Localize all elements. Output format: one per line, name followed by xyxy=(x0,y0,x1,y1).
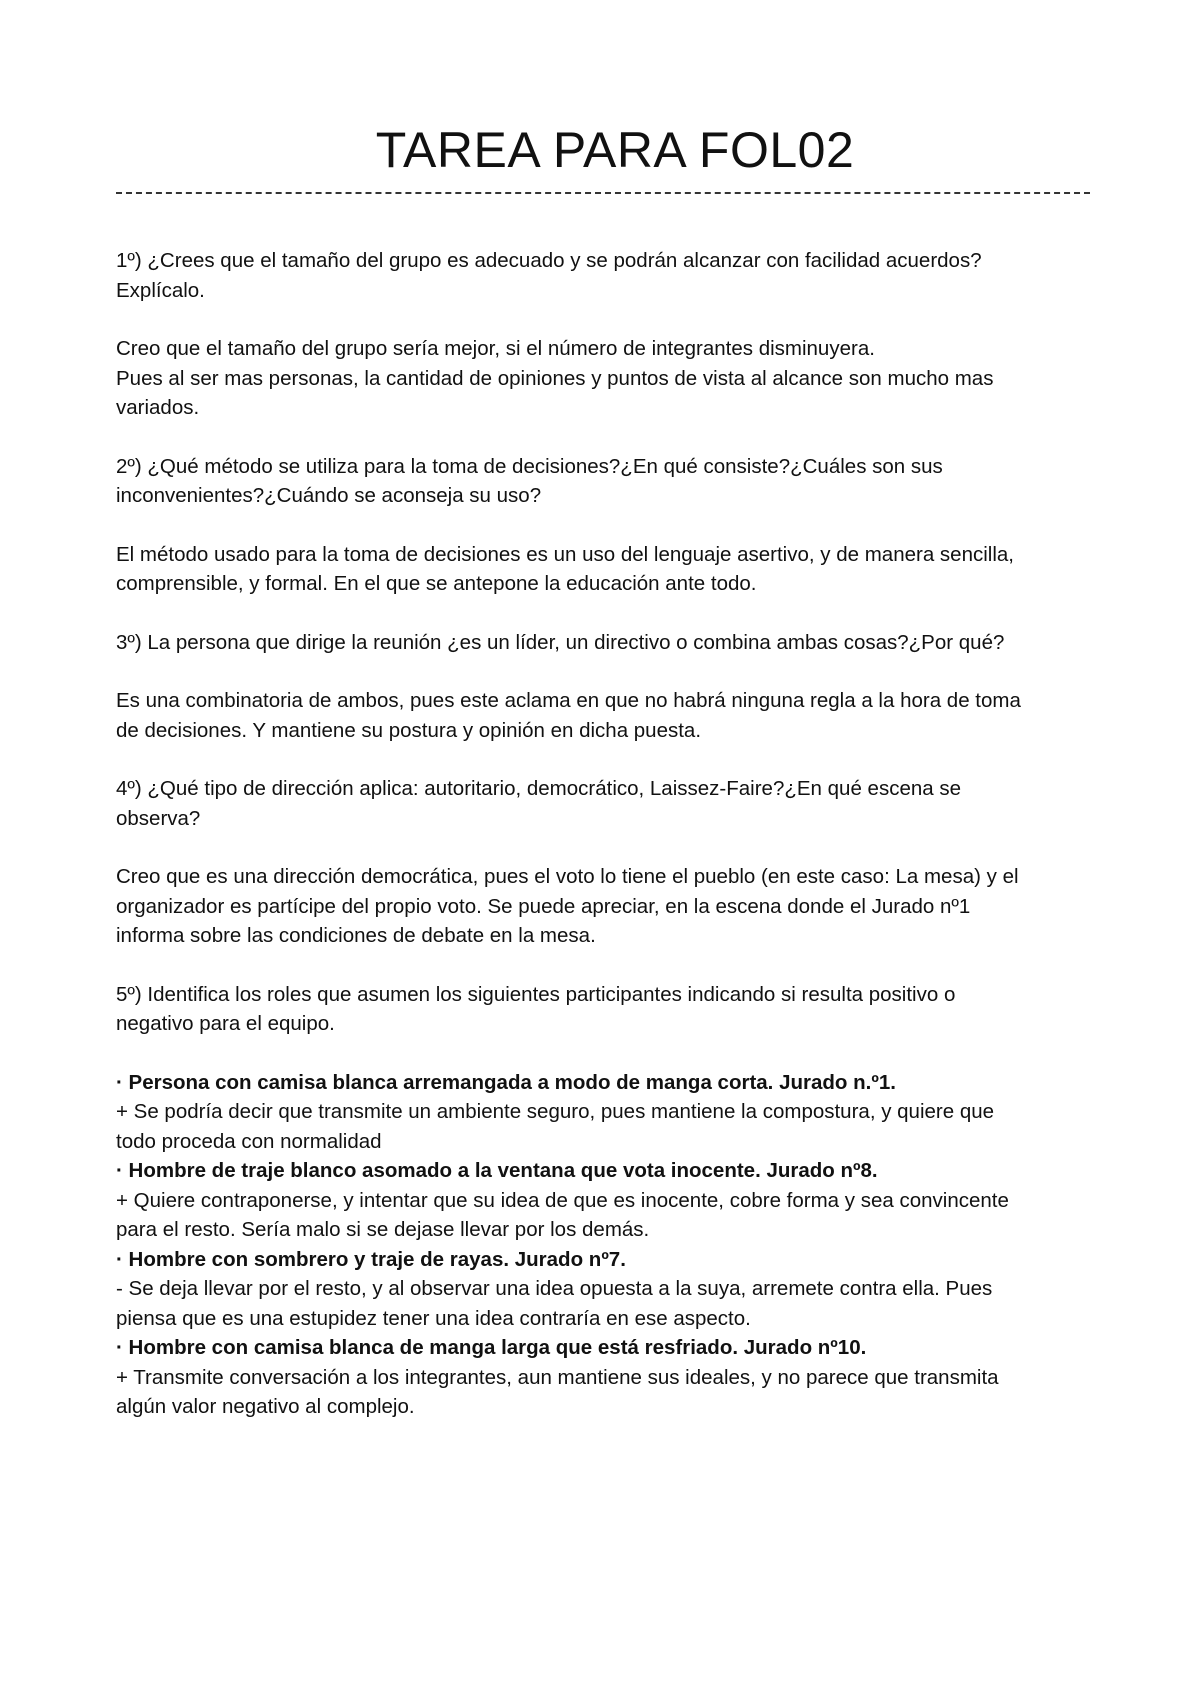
question-4-line-1: 4º) ¿Qué tipo de dirección aplica: autoritario, democrático, Laissez-Faire?¿En qué escena se xyxy=(116,777,961,800)
role-1-text-line-1: + Se podría decir que transmite un ambiente seguro, pues mantiene la compostura, y quiere que xyxy=(116,1100,995,1123)
role-3-text-line-1: - Se deja llevar por el resto, y al observar una idea opuesta a la suya, arremete contra ella. Pues xyxy=(116,1277,993,1300)
question-2-line-1: 2º) ¿Qué método se utiliza para la toma de decisiones?¿En qué consiste?¿Cuáles son sus xyxy=(116,454,943,478)
role-4-text-line-1: + Transmite conversación a los integrantes, aun mantiene sus ideales, y no parece que transmita xyxy=(116,1365,999,1389)
question-1-line-2: Explícalo. xyxy=(116,278,205,302)
answer-1-line-1: Creo que el tamaño del grupo sería mejor, si el número de integrantes disminuyera. xyxy=(116,337,875,360)
answer-1-line-2: Pues al ser mas personas, la cantidad de opiniones y puntos de vista al alcance son mucho mas xyxy=(116,366,994,390)
document-title: TAREA PARA FOL02 xyxy=(375,122,855,178)
answer-4-line-3: informa sobre las condiciones de debate en la mesa. xyxy=(116,924,596,947)
role-4-text-line-2: algún valor negativo al complejo. xyxy=(116,1395,415,1418)
role-1-heading-text: · Persona con camisa blanca arremangada a modo de manga corta. Jurado n.º1. xyxy=(116,1070,896,1094)
answer-1-line-3: variados. xyxy=(116,396,200,419)
question-4-line-2: observa? xyxy=(116,806,201,830)
role-4-heading xyxy=(116,1333,1096,1363)
answer-3-line-1: Es una combinatoria de ambos, pues este aclama en que no habrá ninguna regla a la hora de toma xyxy=(116,689,1021,712)
role-2-heading-text: · Hombre de traje blanco asomado a la ventana que vota inocente. Jurado nº8. xyxy=(116,1159,878,1182)
answer-2-line-2: comprensible, y formal. En el que se antepone la educación ante todo. xyxy=(116,572,757,595)
question-2-line-2: inconvenientes?¿Cuándo se aconseja su uso? xyxy=(116,484,542,507)
dashed-separator xyxy=(116,192,1090,194)
role-3-heading-text: · Hombre con sombrero y traje de rayas. Jurado nº7. xyxy=(116,1247,626,1271)
answer-3-line-2: de decisiones. Y mantiene su postura y opinión en dicha puesta. xyxy=(116,718,702,742)
role-2-text-line-2: para el resto. Sería malo si se dejase llevar por los demás. xyxy=(116,1218,650,1241)
answer-2-line-1: El método usado para la toma de decisiones es un uso del lenguaje asertivo, y de manera sencilla, xyxy=(116,542,1014,566)
role-3-heading xyxy=(116,1245,1096,1275)
role-2-heading xyxy=(116,1156,1096,1186)
answer-4-line-2: organizador es partícipe del propio voto. Se puede apreciar, en la escena donde el Jurado nº1 xyxy=(116,894,971,918)
role-4-heading-text: · Hombre con camisa blanca de manga larga que está resfriado. Jurado nº10. xyxy=(116,1336,867,1359)
document-body xyxy=(116,246,1096,1422)
answer-4-line-1: Creo que es una dirección democrática, pues el voto lo tiene el pueblo (en este caso: La mesa) y el xyxy=(116,865,1019,888)
question-5-line-1: 5º) Identifica los roles que asumen los siguientes participantes indicando si resulta positivo o xyxy=(116,982,956,1006)
question-3-line-1: 3º) La persona que dirige la reunión ¿es un líder, un directivo o combina ambas cosas?¿Por qué? xyxy=(116,630,1005,654)
role-2-text-line-1: + Quiere contraponerse, y intentar que su idea de que es inocente, cobre forma y sea convincente xyxy=(116,1188,1009,1212)
role-1-heading xyxy=(116,1068,1096,1098)
question-1-line-1: 1º) ¿Crees que el tamaño del grupo es adecuado y se podrán alcanzar con facilidad acuerdos? xyxy=(116,249,982,272)
question-5-line-2: negativo para el equipo. xyxy=(116,1012,335,1035)
role-3-text-line-2: piensa que es una estupidez tener una idea contraría en ese aspecto. xyxy=(116,1306,751,1330)
role-1-text-line-2: todo proceda con normalidad xyxy=(116,1129,382,1153)
